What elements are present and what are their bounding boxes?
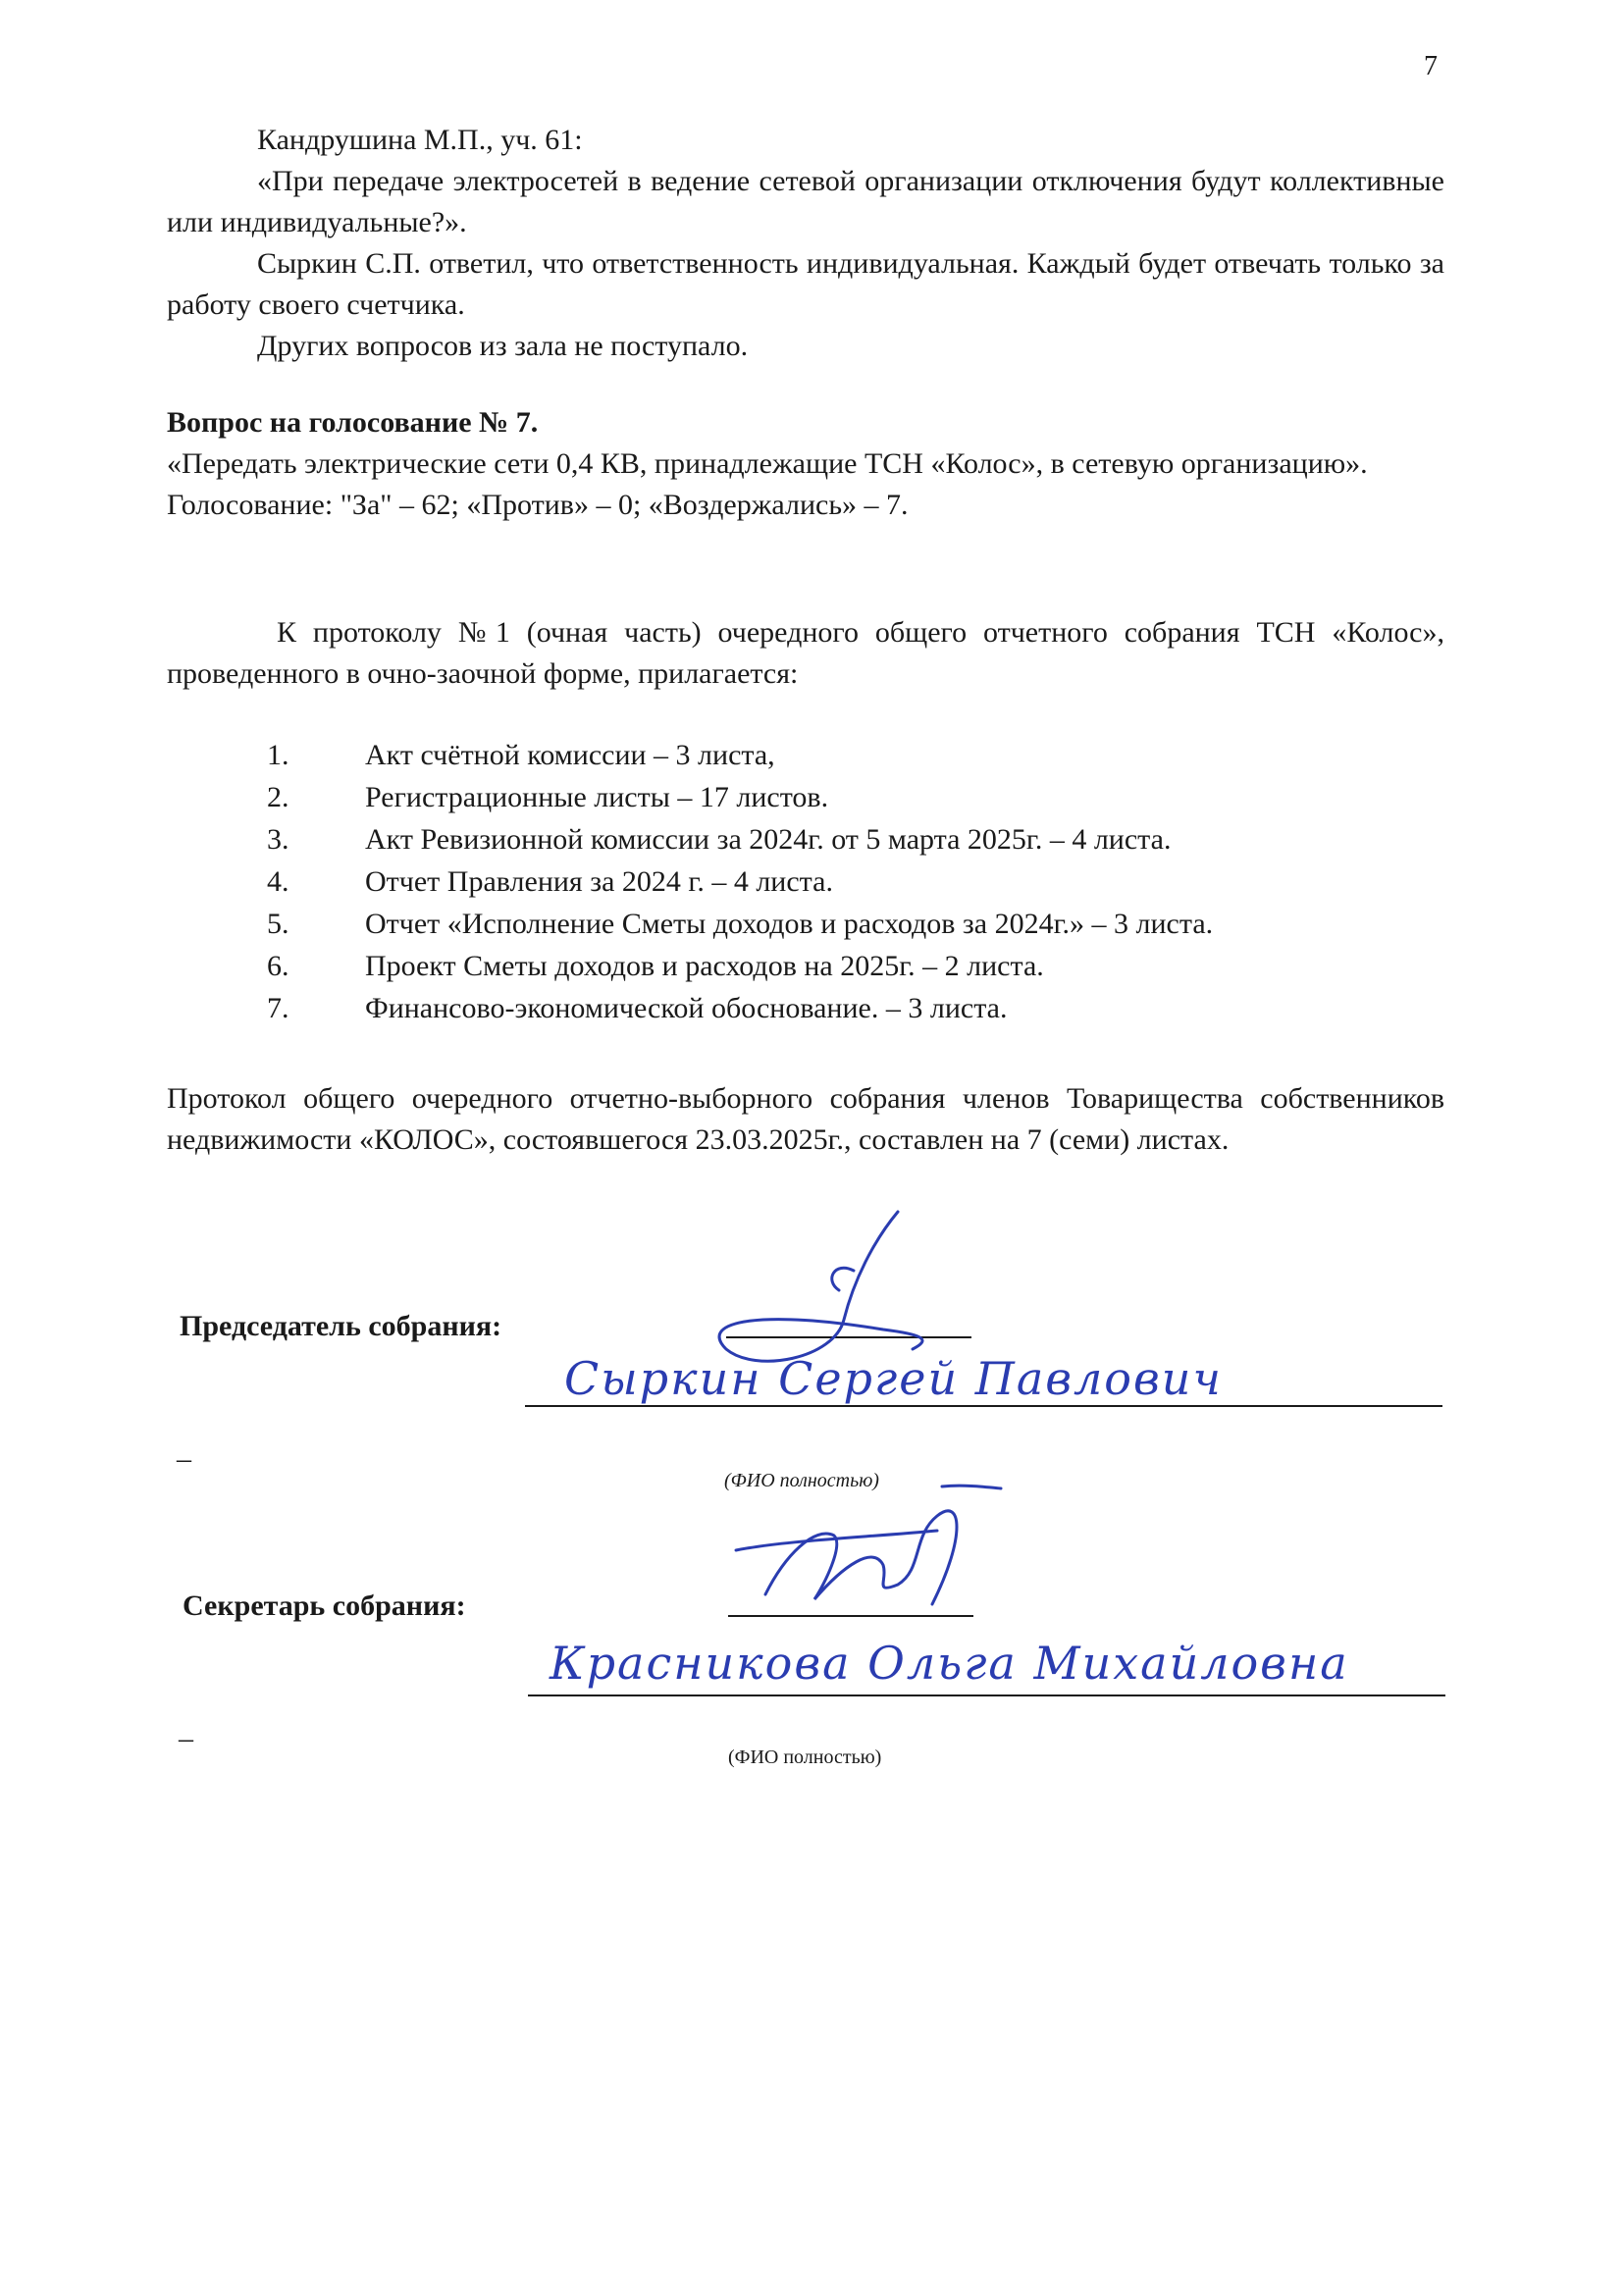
list-item-number: 1. (267, 738, 289, 771)
list-item-number: 5. (267, 907, 289, 940)
list-item (167, 945, 1444, 987)
list-item (167, 860, 1444, 903)
chair-handwritten-name: Сыркин Сергей Павлович (564, 1352, 1224, 1405)
list-item (167, 987, 1444, 1029)
attachments-list (167, 734, 1444, 1029)
list-item-number: 7. (267, 991, 289, 1024)
no-more-questions-paragraph: Других вопросов из зала не поступало. (257, 330, 749, 362)
chair-name-caption: (ФИО полностью) (724, 1470, 879, 1491)
speaker-paragraph: Кандрушина М.П., уч. 61: (257, 124, 583, 156)
page-number: 7 (1424, 51, 1438, 81)
secretary-name-caption: (ФИО полностью) (728, 1747, 882, 1768)
secretary-handwritten-name: Красникова Ольга Михайловна (550, 1637, 1349, 1690)
chair-name-line (525, 1405, 1442, 1407)
list-item-text: Отчет Правления за 2024 г. – 4 листа. (365, 864, 833, 898)
closing-paragraph: Протокол общего очередного отчетно-выборного собрания членов Товарищества собственников недвижимости «КОЛОС», состоявшегося 23.03.2025г., составлен на 7 (семи) листах. (167, 1082, 1444, 1156)
chair-dash: – (177, 1442, 191, 1475)
list-item (167, 776, 1444, 818)
list-item (167, 903, 1444, 945)
secretary-dash: – (179, 1722, 193, 1754)
list-item-number: 3. (267, 822, 289, 856)
answer-paragraph: Сыркин С.П. ответил, что ответственность индивидуальная. Каждый будет отвечать только за работу своего счетчика. (167, 247, 1444, 321)
chair-label: Председатель собрания: (180, 1310, 502, 1342)
list-item-number: 4. (267, 864, 289, 898)
vote-result: Голосование: "За" – 62; «Против» – 0; «Воздержались» – 7. (167, 489, 909, 521)
list-item-number: 2. (267, 780, 289, 813)
question-paragraph: «При передаче электросетей в ведение сетевой организации отключения будут коллективные или индивидуальные?». (167, 165, 1444, 238)
list-item-text: Финансово-экономической обоснование. – 3 листа. (365, 991, 1008, 1024)
secretary-name-line (528, 1694, 1445, 1696)
list-item-text: Акт счётной комиссии – 3 листа, (365, 738, 775, 771)
list-item (167, 818, 1444, 860)
vote-text: «Передать электрические сети 0,4 КВ, принадлежащие ТСН «Колос», в сетевую организацию». (167, 447, 1368, 480)
secretary-signature-mark (726, 1477, 1011, 1624)
list-item-text: Отчет «Исполнение Сметы доходов и расходов за 2024г.» – 3 листа. (365, 907, 1214, 940)
list-item (167, 734, 1444, 776)
list-item-text: Регистрационные листы – 17 листов. (365, 780, 829, 813)
list-item-number: 6. (267, 949, 289, 982)
attachments-intro: К протоколу №1 (очная часть) очередного общего отчетного собрания ТСН «Колос», проведенного в очно-заочной форме, прилагается: (167, 616, 1444, 690)
vote-heading: Вопрос на голосование № 7. (167, 406, 539, 439)
secretary-label: Секретарь собрания: (183, 1590, 466, 1622)
list-item-text: Акт Ревизионной комиссии за 2024г. от 5 марта 2025г. – 4 листа. (365, 822, 1172, 856)
list-item-text: Проект Сметы доходов и расходов на 2025г. – 2 листа. (365, 949, 1044, 982)
document-body (167, 120, 1444, 1161)
